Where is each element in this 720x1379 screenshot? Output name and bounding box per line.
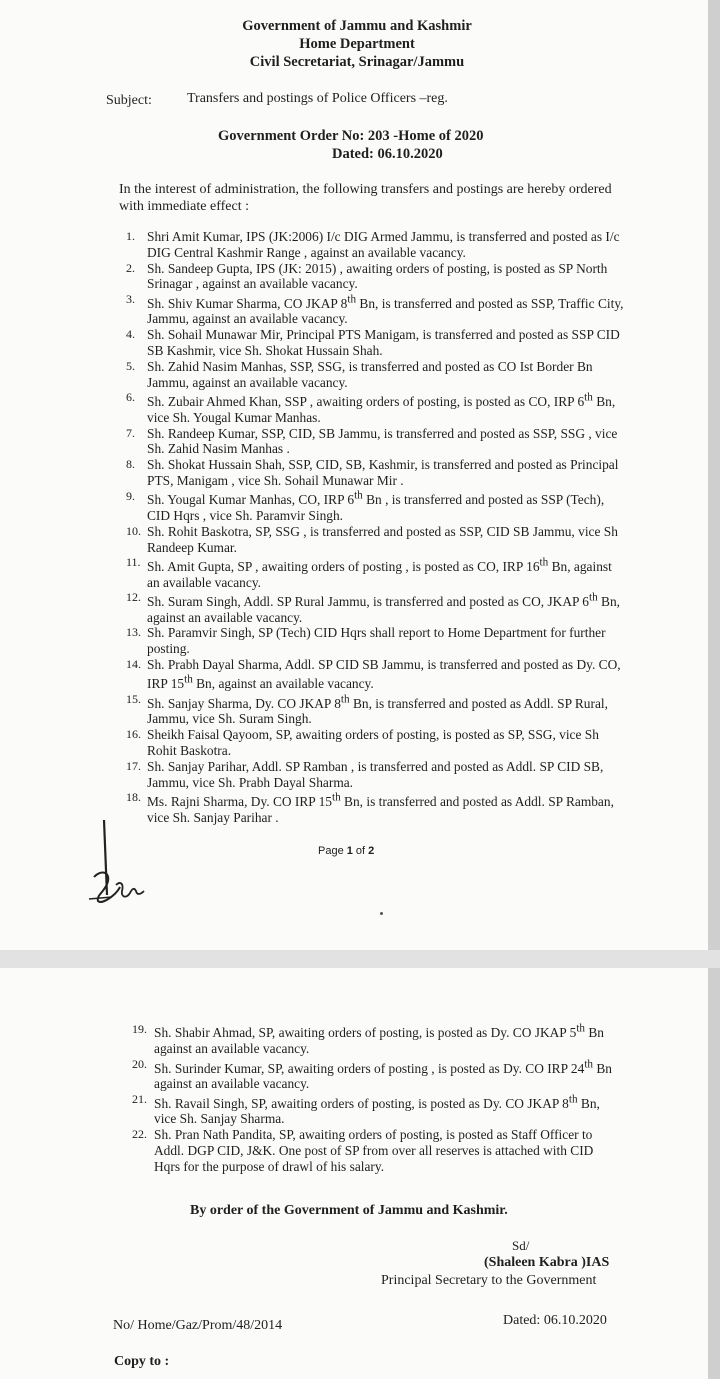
list-item — [126, 759, 626, 791]
intro-paragraph: In the interest of administration, the following transfers and postings are hereby ordered with immediate effect : — [119, 182, 612, 214]
item-text: Sh. Shabir Ahmad, SP, awaiting orders of posting, is posted as Dy. CO JKAP 5th Bn against an available vacancy. — [154, 1023, 604, 1057]
item-number: 15. — [126, 692, 141, 707]
item-text: Sh. Pran Nath Pandita, SP, awaiting orders of posting, is posted as Staff Officer to Addl. DGP CID, J&K. One post of SP from over all reserves is attached with CID Hqrs for the purpose of drawl of his salary. — [154, 1127, 594, 1174]
signatory-name: (Shaleen Kabra )IAS — [484, 1255, 610, 1270]
item-number: 2. — [126, 260, 135, 275]
list-item — [132, 1057, 622, 1092]
item-text: Sh. Surinder Kumar, SP, awaiting orders of posting , is posted as Dy. CO IRP 24th Bn against an available vacancy. — [154, 1058, 612, 1092]
copy-to-label: Copy to : — [114, 1354, 170, 1369]
list-item — [126, 657, 626, 692]
item-number: 7. — [126, 425, 135, 440]
item-number: 16. — [126, 727, 141, 742]
item-text: Sh. Sanjay Sharma, Dy. CO JKAP 8th Bn, is transferred and posted as Addl. SP Rural, Jammu, vice Sh. Suram Singh. — [147, 693, 608, 727]
item-text: Sh. Amit Gupta, SP , awaiting orders of posting , is posted as CO, IRP 16th Bn, against an available vacancy. — [147, 556, 612, 590]
list-item — [126, 261, 626, 293]
item-number: 12. — [126, 590, 141, 605]
order-date: Dated: 06.10.2020 — [332, 146, 443, 162]
item-text: Ms. Rajni Sharma, Dy. CO IRP 15th Bn, is transferred and posted as Addl. SP Ramban, vice Sh. Sanjay Parihar . — [147, 791, 614, 825]
header-government: Government of Jammu and Kashmir — [242, 18, 472, 34]
list-item — [126, 524, 626, 556]
list-item — [126, 457, 626, 489]
signed-marker: Sd/ — [512, 1238, 530, 1253]
list-item — [126, 727, 626, 759]
order-number: Government Order No: 203 -Home of 2020 — [218, 128, 484, 144]
item-text: Sh. Sohail Munawar Mir, Principal PTS Manigam, is transferred and posted as SSP CID SB Kashmir, vice Sh. Shokat Hussain Shah. — [147, 327, 620, 359]
item-number: 19. — [132, 1022, 147, 1036]
item-number: 22. — [132, 1127, 147, 1142]
item-number: 14. — [126, 657, 141, 672]
item-text: Sh. Ravail Singh, SP, awaiting orders of posting, is posted as Dy. CO JKAP 8th Bn, vice Sh. Sanjay Sharma. — [154, 1093, 600, 1127]
list-item — [126, 327, 626, 359]
list-item — [126, 489, 626, 524]
item-number: 18. — [126, 790, 141, 805]
item-text: Sh. Paramvir Singh, SP (Tech) CID Hqrs shall report to Home Department for further posting. — [147, 625, 606, 657]
page-edge-strip — [708, 0, 720, 950]
list-item — [126, 390, 626, 425]
page-separator — [0, 950, 720, 968]
page-current: 1 — [346, 845, 353, 857]
header-secretariat: Civil Secretariat, Srinagar/Jammu — [249, 54, 465, 70]
item-number: 6. — [126, 390, 135, 405]
reference-date: Dated: 06.10.2020 — [503, 1313, 607, 1328]
item-number: 1. — [126, 229, 135, 243]
item-number: 5. — [126, 358, 135, 373]
by-order-line: By order of the Government of Jammu and Kashmir. — [190, 1203, 508, 1218]
subject-text: Transfers and postings of Police Officers –reg. — [187, 91, 448, 106]
item-text: Sh. Zahid Nasim Manhas, SSP, SSG, is transferred and posted as CO Ist Border Bn Jammu, against an available vacancy. — [147, 358, 593, 390]
page-prefix: Page — [318, 845, 347, 857]
list-item — [126, 590, 626, 625]
list-item — [132, 1092, 622, 1127]
item-text: Sh. Shokat Hussain Shah, SSP, CID, SB, Kashmir, is transferred and posted as Principal PTS, Manigam , vice Sh. Sohail Munawar Mir . — [147, 457, 619, 488]
item-number: 17. — [126, 758, 141, 773]
speck-mark — [380, 912, 383, 915]
handwritten-signature-icon — [86, 815, 156, 915]
list-item — [126, 229, 626, 261]
item-number: 21. — [132, 1092, 147, 1107]
item-number: 9. — [126, 488, 135, 503]
item-text: Sh. Rohit Baskotra, SP, SSG , is transferred and posted as SSP, CID SB Jammu, vice Sh Randeep Kumar. — [147, 523, 618, 555]
item-text: Sh. Randeep Kumar, SSP, CID, SB Jammu, is transferred and posted as SSP, SSG , vice Sh. Zahid Nasim Manhas . — [147, 425, 618, 457]
page-edge-strip — [708, 968, 720, 1379]
item-text: Sh. Prabh Dayal Sharma, Addl. SP CID SB Jammu, is transferred and posted as Dy. CO, IRP 15th Bn, against an available vacancy. — [147, 657, 621, 692]
list-item — [126, 426, 626, 458]
item-text: Sh. Yougal Kumar Manhas, CO, IRP 6th Bn , is transferred and posted as SSP (Tech), CID Hqrs , vice Sh. Paramvir Singh. — [147, 489, 605, 523]
item-number: 3. — [126, 292, 135, 307]
item-text: Sh. Sandeep Gupta, IPS (JK: 2015) , awaiting orders of posting, is posted as SP North Srinagar , against an available vacancy. — [147, 260, 608, 292]
list-item — [126, 790, 626, 825]
page-total: 2 — [368, 845, 375, 857]
reference-number: No/ Home/Gaz/Prom/48/2014 — [113, 1318, 283, 1333]
list-item — [126, 625, 626, 657]
item-text: Sh. Zubair Ahmed Khan, SSP , awaiting orders of posting, is posted as CO, IRP 6th Bn, vice Sh. Yougal Kumar Manhas. — [147, 391, 616, 425]
item-number: 11. — [126, 555, 141, 570]
item-number: 4. — [126, 327, 135, 342]
transfer-list-page-1 — [126, 229, 626, 825]
item-text: Sheikh Faisal Qayoom, SP, awaiting orders of posting, is posted as SP, SSG, vice Sh Rohit Baskotra. — [147, 727, 599, 758]
item-text: Sh. Sanjay Parihar, Addl. SP Ramban , is transferred and posted as Addl. SP CID SB, Jammu, vice Sh. Prabh Dayal Sharma. — [147, 758, 604, 790]
list-item — [126, 359, 626, 391]
item-text: Shri Amit Kumar, IPS (JK:2006) I/c DIG Armed Jammu, is transferred and posted as I/c DIG Central Kashmir Range , against an available vacancy. — [147, 229, 620, 260]
list-item — [132, 1127, 622, 1174]
header-department: Home Department — [299, 36, 415, 52]
subject-label: Subject: — [106, 93, 152, 108]
page-indicator — [318, 845, 374, 857]
item-number: 20. — [132, 1057, 147, 1072]
list-item — [126, 692, 626, 727]
item-text: Sh. Shiv Kumar Sharma, CO JKAP 8th Bn, is transferred and posted as SSP, Traffic City, Jammu, against an available vacancy. — [147, 293, 624, 327]
item-text: Sh. Suram Singh, Addl. SP Rural Jammu, is transferred and posted as CO, JKAP 6th Bn, against an available vacancy. — [147, 591, 621, 625]
transfer-list-page-2 — [132, 1022, 622, 1175]
item-number: 10. — [126, 523, 141, 538]
list-item — [126, 292, 626, 327]
signatory-title: Principal Secretary to the Government — [381, 1273, 597, 1288]
page-middle: of — [352, 845, 369, 857]
list-item — [126, 555, 626, 590]
item-number: 8. — [126, 457, 135, 472]
list-item — [132, 1022, 622, 1057]
item-number: 13. — [126, 625, 141, 640]
